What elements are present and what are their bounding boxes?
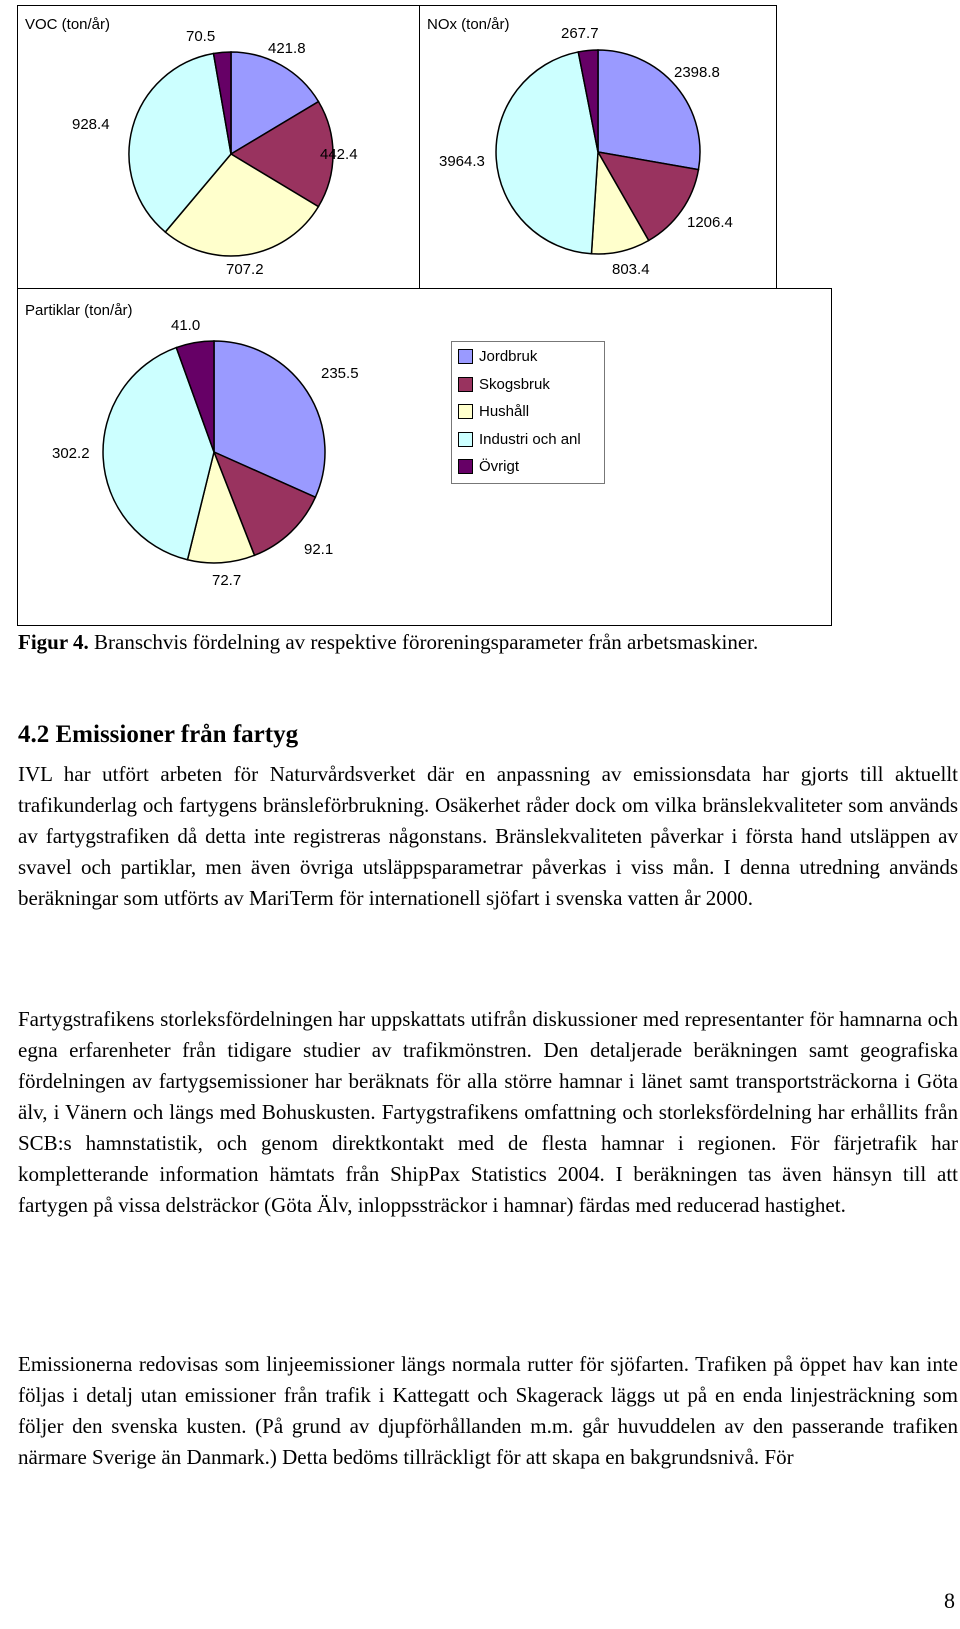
slice-label-ovrigt: 70.5 [186,28,216,45]
legend-item [458,456,519,476]
slice-label-industri: 3964.3 [439,153,485,170]
legend-label: Industri och anl [479,430,581,448]
slice-label-skogsbruk: 92.1 [304,541,334,558]
page-number: 8 [944,1588,955,1613]
legend-item [458,346,537,366]
swatch-industri [458,432,473,447]
voc-pie-chart [17,5,421,290]
slice-label-jordbruk: 421.8 [268,40,306,57]
swatch-jordbruk [458,349,473,364]
swatch-hushall [458,404,473,419]
nox-pie-chart [419,5,777,290]
figure-caption [18,628,808,657]
chart-title: NOx (ton/år) [427,16,510,33]
pie-slice-industri-och-anl [496,52,598,254]
section-heading: 4.2 Emissioner från fartyg [18,721,299,748]
legend-item [458,401,529,421]
chart-title: Partiklar (ton/år) [25,302,133,319]
slice-label-ovrigt: 41.0 [171,317,201,334]
nox-pie-svg [420,6,776,289]
swatch-ovrigt [458,459,473,474]
legend-label: Övrigt [479,457,520,475]
legend-item [458,374,550,394]
slice-label-industri: 928.4 [72,116,110,133]
slice-label-hushall: 707.2 [226,261,264,278]
legend-label: Skogsbruk [479,375,550,393]
figure-caption-text: Branschvis fördelning av respektive föroreningsparameter från arbetsmaskiner. [88,630,759,654]
slice-label-hushall: 72.7 [212,572,242,589]
chart-legend [451,341,605,484]
partiklar-pie-chart [17,288,832,626]
slice-label-ovrigt: 267.7 [561,25,599,42]
paragraph-1: IVL har utfört arbeten för Naturvårdsverket där en anpassning av emissionsdata har gjorts till aktuellt trafikunderlag och fartygens bränsleförbrukning. Osäkerhet råder dock om vilka bränslekvaliteter som används av fartygstrafiken då detta inte registreras någonstans. Bränslekvaliteten påverkar i första hand utsläppen av svavel och partiklar, men även övriga utsläppsparametrar påverkas i viss mån. I denna utredning används beräkningar som utförts av MariTerm för internationell sjöfart i svenska vatten år 2000. [18,762,958,910]
paragraph-3: Emissionerna redovisas som linjeemissioner längs normala rutter för sjöfarten. Trafiken på öppet hav kan inte följas i detalj utan emissioner från trafik i Kattegatt och Skagerack läggs ut på en enda linjesträckning som följer den svenska kusten. (På grund av djupförhållanden m.m. går huvuddelen av den passerande trafiken närmare Sverige än Danmark.) Detta bedöms tillräckligt för att skapa en bakgrundsnivå. För [18,1352,958,1469]
chart-title: VOC (ton/år) [25,16,111,33]
slice-label-industri: 302.2 [52,445,90,462]
figure-label: Figur 4. [18,630,89,654]
slice-label-jordbruk: 2398.8 [674,64,720,81]
slice-label-skogsbruk: 1206.4 [687,214,733,231]
slice-label-hushall: 803.4 [612,261,650,278]
legend-label: Jordbruk [479,347,538,365]
slice-label-jordbruk: 235.5 [321,365,359,382]
voc-pie-svg [18,6,420,289]
legend-label: Hushåll [479,402,530,420]
legend-item [458,429,581,449]
swatch-skogsbruk [458,377,473,392]
slice-label-skogsbruk: 442.4 [320,146,358,163]
paragraph-2: Fartygstrafikens storleksfördelningen har uppskattats utifrån diskussioner med representanter för hamnarna och egna erfarenheter från tidigare studier av trafikmönstren. Den detaljerade beräkningen samt geografiska fördelningen av fartygsemissioner har beräknats för alla större hamnar i länet samt transportsträckorna i Göta älv, i Vänern och längs med Bohuskusten. Fartygstrafikens omfattning och storleksfördelning har erhållits från SCB:s hamnstatistik, och genom direktkontakt med de flesta hamnar i regionen. För färjetrafik har kompletterande information hämtats från ShipPax Statistics 2004. I beräkningen tas även hänsyn till att fartygen på vissa delsträckor (Göta Älv, inloppssträckor i hamnar) färdas med reducerad hastighet. [18,1007,958,1217]
partiklar-pie-svg [18,289,831,625]
